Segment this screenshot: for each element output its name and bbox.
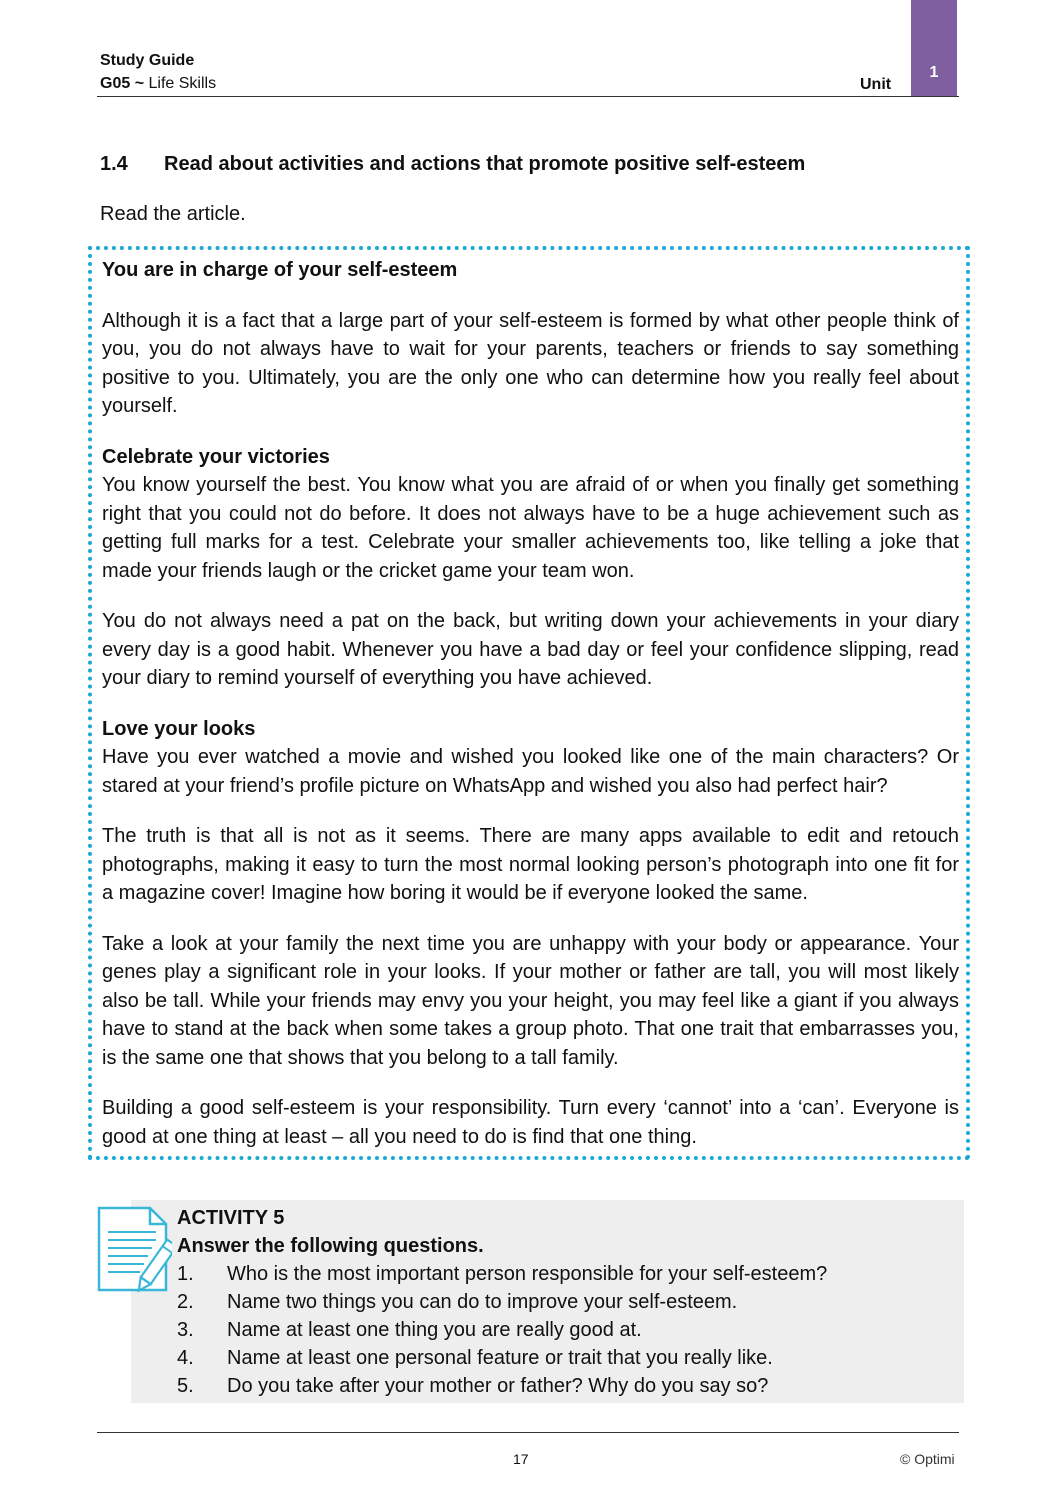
question-text: Who is the most important person responsible for your self-esteem?	[227, 1263, 828, 1285]
section-title: Read about activities and actions that promote positive self-esteem	[164, 153, 806, 175]
article-paragraph: Take a look at your family the next time you are unhappy with your body or appearance. Your genes play a significant role in your looks. If your mother or father are tall, you will most likely also be tall. While your friends may envy you your height, you may feel like a giant if you always have to stand at the back when some takes a group photo. That one trait that embarrasses you, is the same one that shows that you belong to a tall family.	[102, 932, 959, 1069]
article-paragraph: Building a good self-esteem is your responsibility. Turn every ‘cannot’ into a ‘can’. Everyone is good at one thing at least – all you need to do is find that one thing.	[102, 1097, 959, 1148]
article-paragraph: The truth is that all is not as it seems. There are many apps available to edit and retouch photographs, making it easy to turn the most normal looking person’s photograph into one fit for a magazine cover! Imagine how boring it would be if everyone looked the same.	[102, 825, 959, 904]
question-text: Do you take after your mother or father? Why do you say so?	[227, 1375, 769, 1397]
unit-tab	[911, 0, 957, 96]
section-intro: Read the article.	[100, 203, 246, 225]
article-paragraph: You know yourself the best. You know what you are afraid of or when you finally get something right that you could not do before. It does not always have to be a huge achievement such as getting full marks for a test. Celebrate your smaller achievements too, like telling a joke that made your friends laugh or the cricket game your team won.	[102, 474, 959, 582]
question-number: 5.	[177, 1375, 194, 1397]
unit-label: Unit	[860, 76, 892, 93]
article-paragraph: Although it is a fact that a large part of your self-esteem is formed by what other people think of you, you do not always have to wait for your parents, teachers or friends to say something positive to you. Ultimately, you are the only one who can determine how you really feel about yourself.	[102, 309, 959, 417]
article-box	[88, 246, 970, 1160]
page-number: 17	[513, 1451, 529, 1467]
guide-title: Study Guide	[100, 52, 195, 69]
course-label	[100, 74, 216, 93]
activity-instruction: Answer the following questions.	[177, 1235, 484, 1257]
question-number: 1.	[177, 1263, 194, 1285]
course-name: Life Skills	[148, 75, 217, 92]
article-content	[102, 256, 959, 1151]
question-number: 3.	[177, 1319, 194, 1341]
unit-number: 1	[929, 64, 939, 81]
article-title: You are in charge of your self-esteem	[102, 259, 458, 281]
footer-divider	[97, 1432, 959, 1433]
question-text: Name two things you can do to improve your self-esteem.	[227, 1291, 738, 1313]
article-subheading: Celebrate your victories	[102, 445, 330, 468]
activity-title: ACTIVITY 5	[177, 1207, 285, 1229]
article-paragraph: You do not always need a pat on the back, but writing down your achievements in your diary every day is a good habit. Whenever you have a bad day or feel your confidence slipping, read your diary to remind yourself of everything you have achieved.	[102, 610, 959, 689]
copyright-notice: © Optimi	[900, 1451, 955, 1467]
header-divider	[97, 96, 959, 97]
question-number: 2.	[177, 1291, 194, 1313]
course-code: G05 ~	[100, 75, 145, 92]
question-text: Name at least one thing you are really good at.	[227, 1319, 642, 1341]
document-pencil-icon	[96, 1198, 172, 1302]
question-number: 4.	[177, 1347, 194, 1369]
article-subheading: Love your looks	[102, 717, 256, 740]
section-number: 1.4	[100, 153, 128, 175]
article-paragraph: Have you ever watched a movie and wished you looked like one of the main characters? Or stared at your friend’s profile picture on WhatsApp and wished you also had perfect hair?	[102, 746, 959, 797]
question-text: Name at least one personal feature or trait that you really like.	[227, 1347, 773, 1369]
